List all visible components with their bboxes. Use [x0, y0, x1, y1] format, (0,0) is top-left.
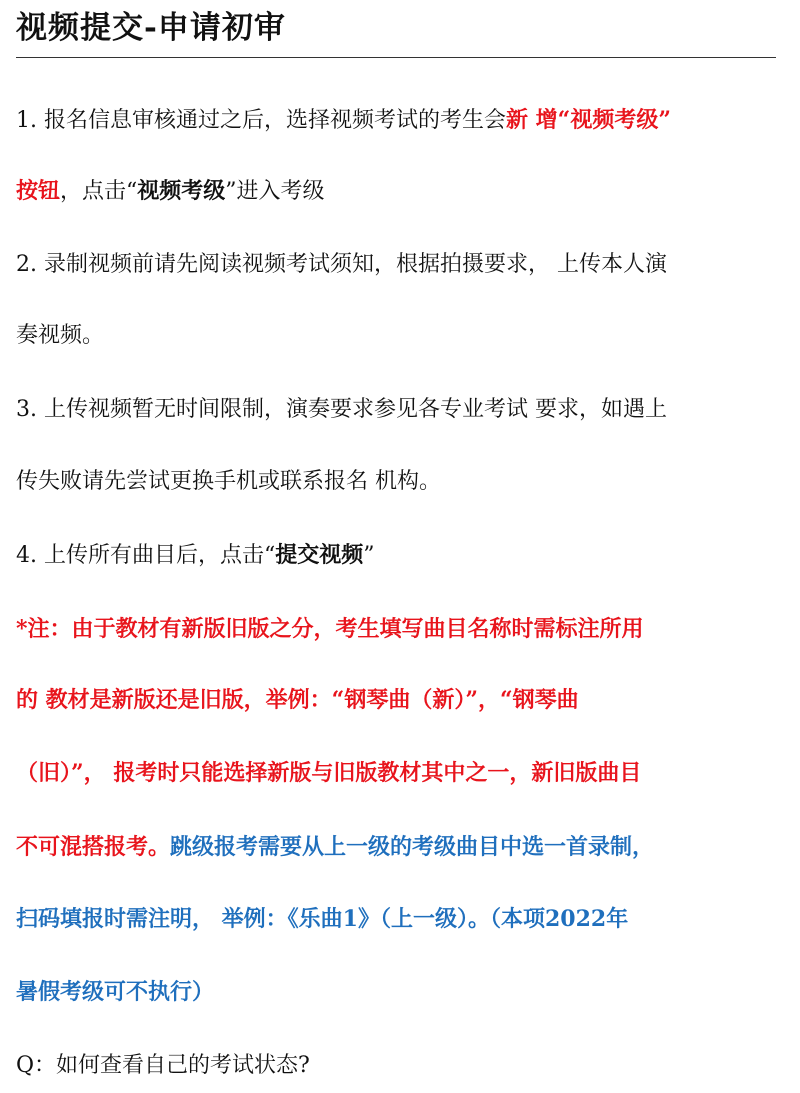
- click-text: ，点击“: [60, 179, 138, 204]
- note-line-1: *注：由于教材有新版旧版之分，考生填写曲目名称时需标注所用: [16, 616, 644, 642]
- note-line-4: [16, 831, 786, 864]
- page-title: 视频提交-申请初审: [16, 10, 286, 46]
- note-line-5: 扫码填报时需注明， 举例：《乐曲1》（上一级）。（本项2022年: [16, 906, 629, 932]
- video-exam-label: 视频考级: [137, 178, 226, 204]
- title-divider: [16, 57, 776, 58]
- paragraph-2-line-2: 奏视频。: [16, 323, 105, 348]
- paragraph-1-line-2: [16, 175, 786, 208]
- step-1-text: 1. 报名信息审核通过之后，选择视频考试的考生会: [16, 108, 506, 133]
- faq-question: Q：如何查看自己的考试状态?: [16, 1053, 310, 1078]
- no-mixing-warning: 不可混搭报考。: [16, 834, 171, 860]
- paragraph-1-line-1: [16, 104, 786, 137]
- closing-quote: ”: [363, 543, 375, 568]
- button-word-highlight: 按钮: [16, 178, 61, 204]
- paragraph-3-line-1: 3. 上传视频暂无时间限制，演奏要求参见各专业考试 要求，如遇上: [16, 397, 667, 422]
- submit-video-label: 提交视频: [275, 542, 364, 568]
- paragraph-3-line-2: 传失败请先尝试更换手机或联系报名 机构。: [16, 469, 441, 494]
- note-line-3: （旧）”， 报考时只能选择新版与旧版教材其中之一，新旧版曲目: [16, 760, 642, 786]
- paragraph-2-line-1: 2. 录制视频前请先阅读视频考试须知，根据拍摄要求， 上传本人演: [16, 252, 667, 277]
- step-4-text: 4. 上传所有曲目后，点击“: [16, 543, 276, 568]
- note-line-6: 暑假考级可不执行）: [16, 979, 215, 1005]
- new-button-highlight: 新 增“视频考级”: [506, 107, 671, 133]
- note-line-2: 的 教材是新版还是旧版，举例：“钢琴曲（新）”，“钢琴曲: [16, 687, 579, 713]
- paragraph-4: [16, 539, 786, 572]
- skip-level-note: 跳级报考需要从上一级的考级曲目中选一首录制，: [170, 834, 655, 860]
- enter-exam-text: ”进入考级: [225, 179, 325, 204]
